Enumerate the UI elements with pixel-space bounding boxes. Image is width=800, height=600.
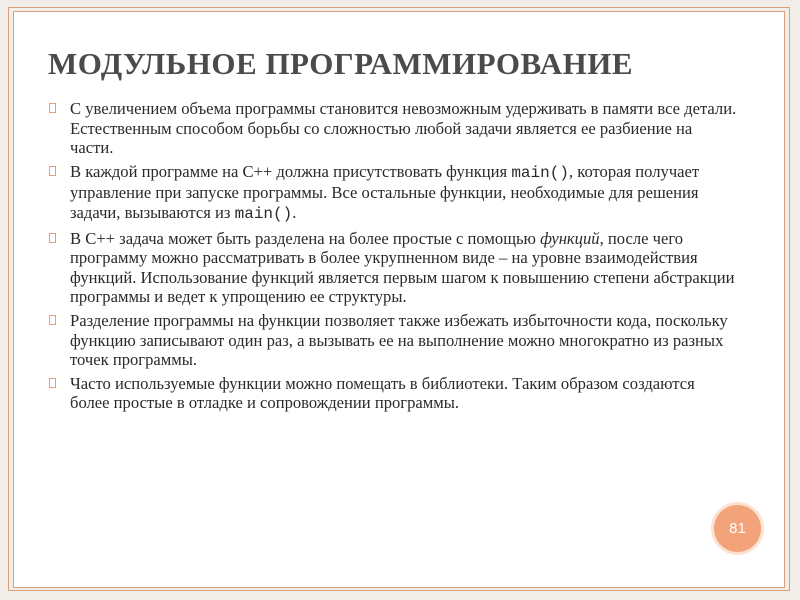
square-bullet-icon bbox=[49, 103, 56, 113]
bullet-item bbox=[48, 311, 738, 370]
code-main: main() bbox=[511, 163, 569, 182]
bullet-item bbox=[48, 229, 738, 307]
bullet-item bbox=[48, 99, 738, 158]
square-bullet-icon bbox=[49, 166, 56, 176]
bullet-text: , после чего программу можно рассматривать в более укрупненном виде – на уровне взаимодействия функций. Использование функций является первым шагом к повышению степени абстракции программы и ведет к упрощению ее структуры. bbox=[70, 228, 735, 307]
bullet-list bbox=[48, 99, 738, 417]
bullet-text: Разделение программы на функции позволяет также избежать избыточности кода, поскольку функцию записывают один раз, а вызывать ее на выполнение можно многократно из разных точек программы. bbox=[70, 310, 728, 370]
bullet-item bbox=[48, 374, 738, 413]
bullet-text: В каждой программе на С++ должна присутствовать функция bbox=[70, 161, 512, 181]
bullet-text: Часто используемые функции можно помещать в библиотеки. Таким образом создаются более простые в отладке и сопровождении программы. bbox=[70, 373, 695, 413]
bullet-text: , которая получает управление при запуске программы. Все остальные функции, необходимые для решения задачи, вызываются из bbox=[70, 161, 700, 222]
bullet-text: . bbox=[292, 202, 297, 222]
slide-title: МОДУЛЬНОЕ ПРОГРАММИРОВАНИЕ bbox=[48, 46, 634, 81]
square-bullet-icon bbox=[49, 378, 56, 388]
square-bullet-icon bbox=[49, 233, 56, 243]
page-number: 81 bbox=[729, 520, 746, 537]
emphasis-term: функций bbox=[540, 228, 600, 248]
code-main: main() bbox=[234, 204, 293, 223]
page-number-badge bbox=[714, 505, 761, 552]
bullet-text: В С++ задача может быть разделена на более простые с помощью bbox=[70, 228, 541, 248]
bullet-item bbox=[48, 162, 738, 225]
bullet-text: С увеличением объема программы становится невозможным удерживать в памяти все детали. Естественным способом борьбы со сложностью любой задачи является ее разбиение на части. bbox=[70, 99, 737, 158]
square-bullet-icon bbox=[49, 315, 56, 325]
